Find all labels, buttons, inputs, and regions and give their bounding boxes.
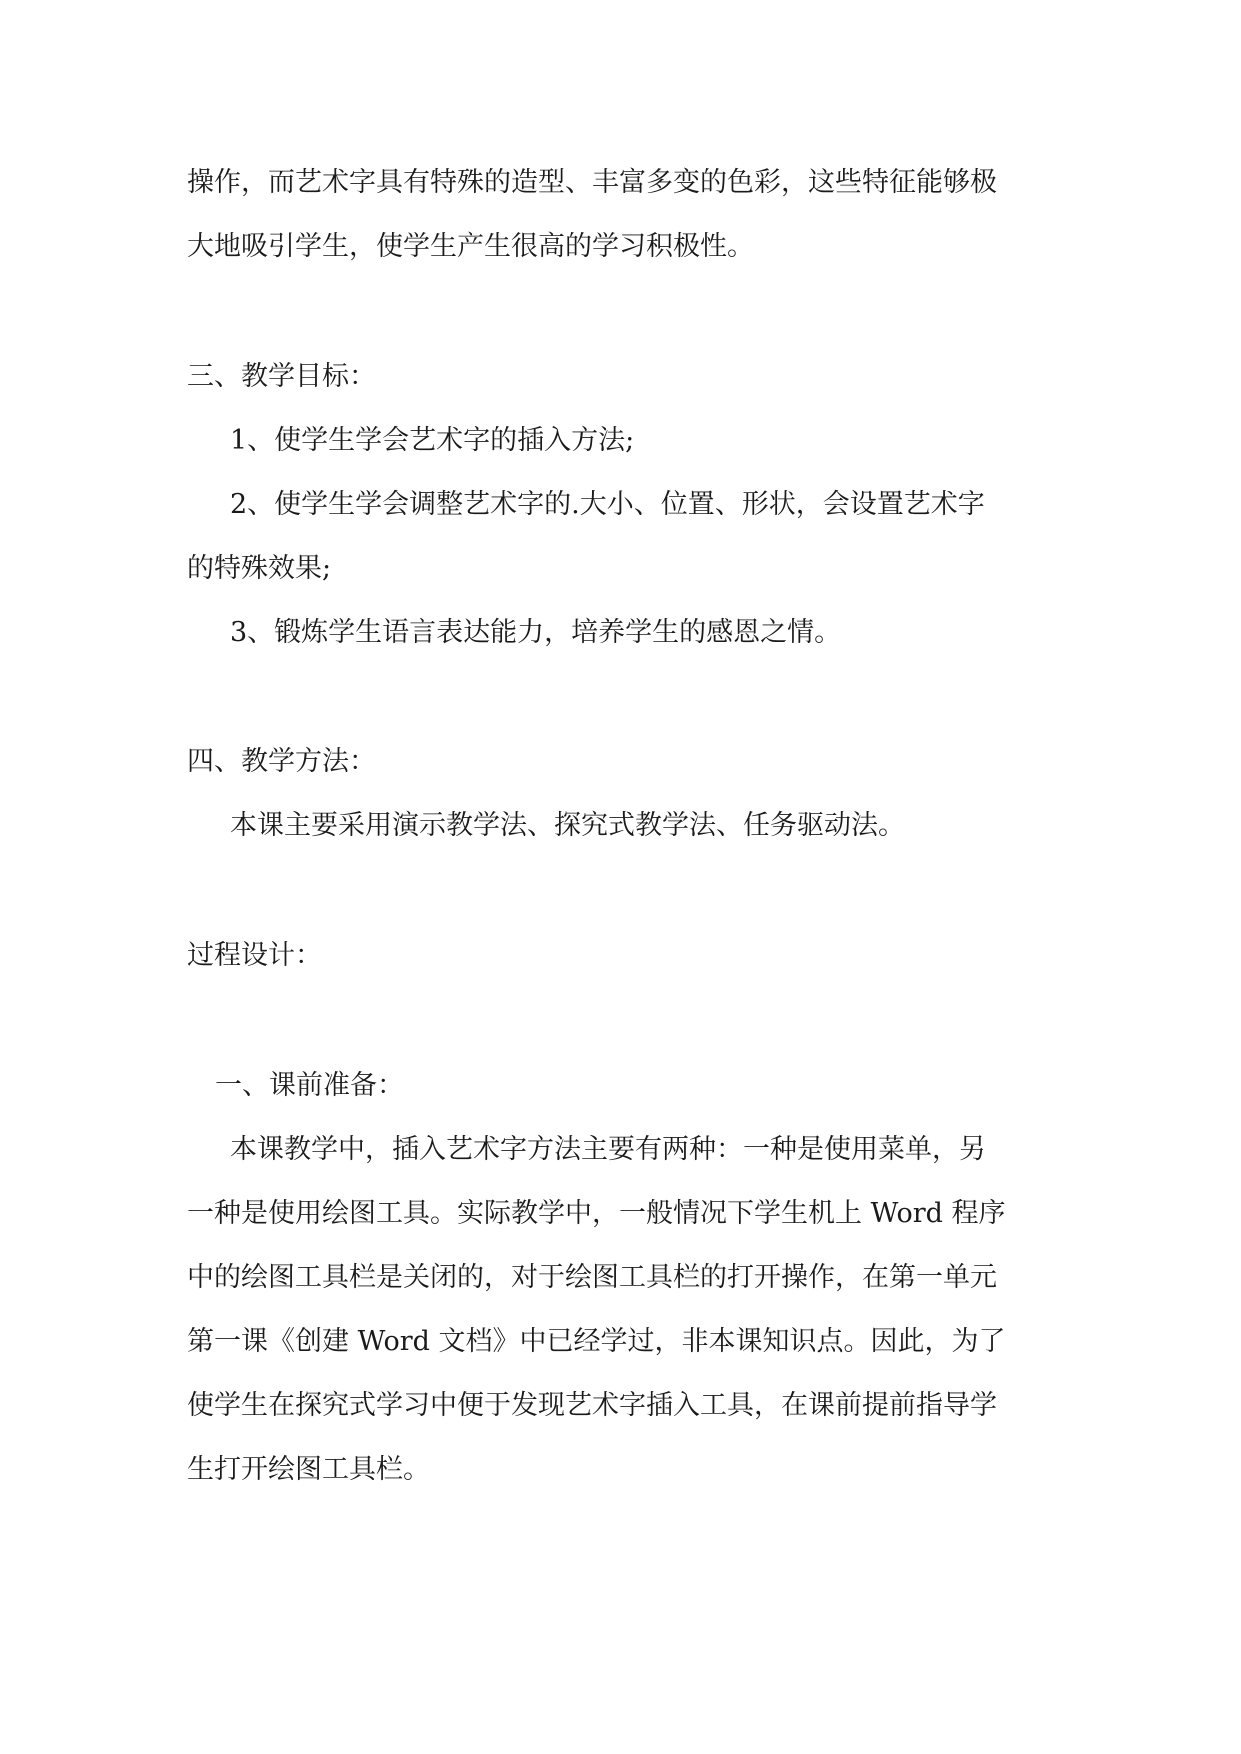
preparation-heading: 一、课前准备：: [215, 1070, 404, 1101]
preparation-line-5: 使学生在探究式学习中便于发现艺术字插入工具，在课前提前指导学: [187, 1390, 997, 1421]
methods-heading: 四、教学方法：: [187, 746, 376, 777]
preparation-line-4: 第一课《创建 Word 文档》中已经学过，非本课知识点。因此，为了: [187, 1326, 1006, 1357]
objective-item-2-line-1: 2、使学生学会调整艺术字的.大小、位置、形状，会设置艺术字: [230, 489, 985, 520]
intro-line-1: 操作，而艺术字具有特殊的造型、丰富多变的色彩，这些特征能够极: [187, 167, 997, 198]
objective-item-1: 1、使学生学会艺术字的插入方法;: [230, 425, 635, 456]
process-heading: 过程设计：: [187, 940, 322, 971]
preparation-line-3: 中的绘图工具栏是关闭的，对于绘图工具栏的打开操作，在第一单元: [187, 1262, 997, 1293]
preparation-line-1: 本课教学中，插入艺术字方法主要有两种：一种是使用菜单，另: [230, 1134, 986, 1165]
preparation-line-6: 生打开绘图工具栏。: [187, 1454, 430, 1485]
preparation-line-2: 一种是使用绘图工具。实际教学中，一般情况下学生机上 Word 程序: [187, 1198, 1006, 1229]
objectives-heading: 三、教学目标：: [187, 361, 376, 392]
intro-line-2: 大地吸引学生，使学生产生很高的学习积极性。: [187, 231, 754, 262]
methods-text: 本课主要采用演示教学法、探究式教学法、任务驱动法。: [230, 810, 905, 841]
objective-item-3: 3、锻炼学生语言表达能力，培养学生的感恩之情。: [230, 617, 842, 648]
objective-item-2-line-2: 的特殊效果;: [187, 553, 332, 584]
